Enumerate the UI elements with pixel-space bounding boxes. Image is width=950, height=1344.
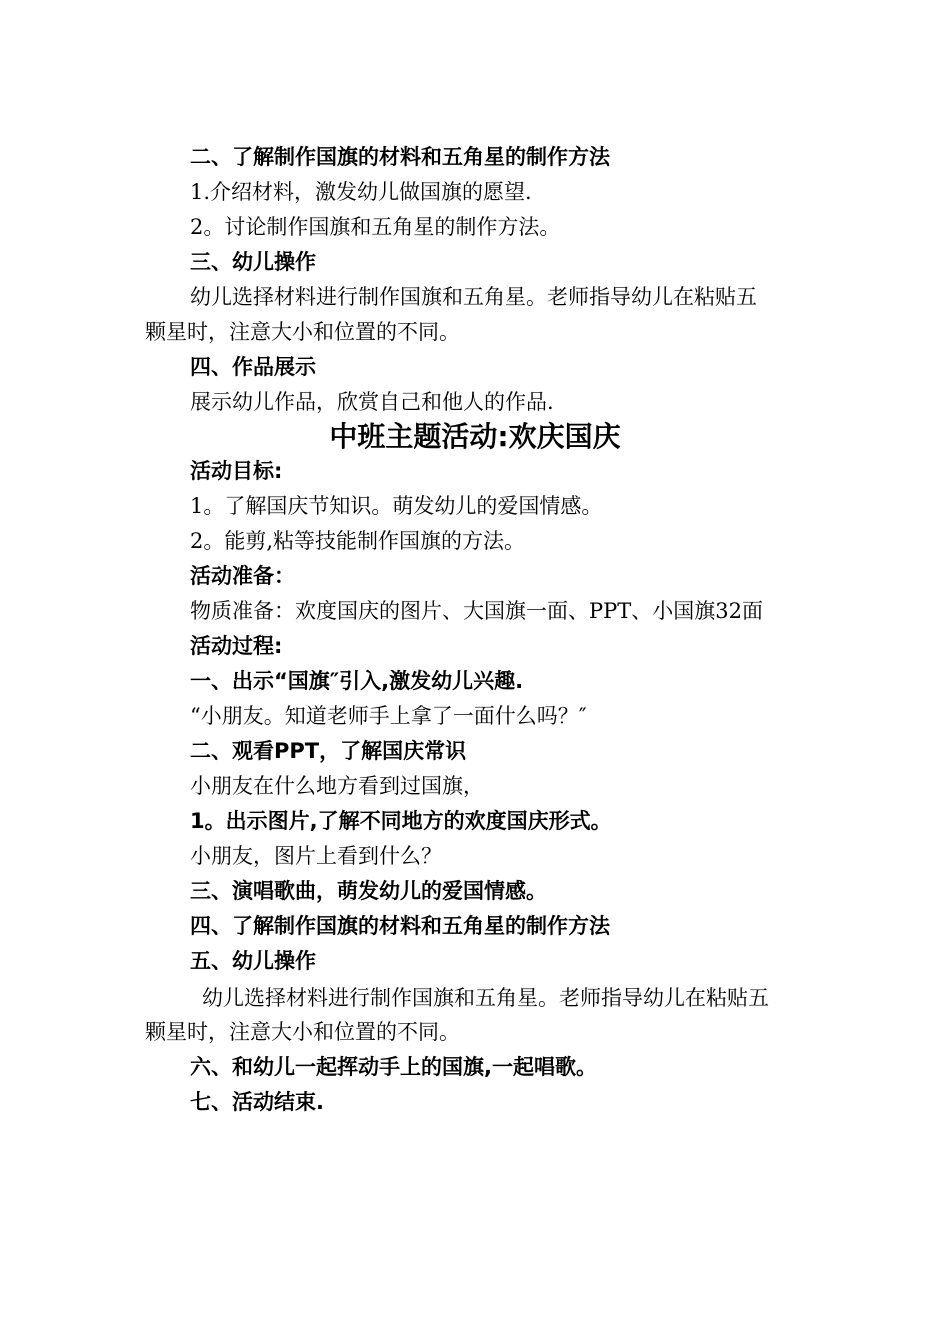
paragraph: 物质准备：欢度国庆的图片、大国旗一面、PPT、小国旗32面 — [190, 599, 763, 623]
paragraph: 1。了解国庆节知识。萌发幼儿的爱国情感。 — [190, 494, 603, 518]
section-heading: 四、作品展示 — [190, 355, 316, 379]
paragraph: 1.介绍材料，激发幼儿做国旗的愿望. — [190, 180, 532, 204]
section-heading: 活动目标: — [190, 459, 283, 483]
section-heading: 1。出示图片,了解不同地方的欢度国庆形式。 — [190, 809, 612, 833]
section-heading: 三、幼儿操作 — [190, 250, 316, 274]
paragraph: 展示幼儿作品，欣赏自己和他人的作品. — [190, 390, 554, 414]
paragraph: 2。能剪,粘等技能制作国旗的方法。 — [190, 529, 526, 553]
section-heading: 七、活动结束. — [190, 1090, 324, 1114]
document-title: 中班主题活动:欢庆国庆 — [329, 420, 621, 453]
paragraph: 小朋友，图片上看到什么？ — [190, 844, 442, 868]
section-heading: 六、和幼儿一起挥动手上的国旗,一起唱歌。 — [190, 1055, 597, 1079]
paragraph: 颗星时，注意大小和位置的不同。 — [145, 1020, 460, 1044]
paragraph: 小朋友在什么地方看到过国旗， — [190, 774, 484, 798]
section-heading: 活动过程: — [190, 634, 283, 658]
section-heading: 一、出示“国旗″引入,激发幼儿兴趣. — [190, 669, 524, 693]
section-heading: 二、观看PPT，了解国庆常识 — [190, 739, 467, 763]
section-heading: 四、了解制作国旗的材料和五角星的制作方法 — [190, 914, 610, 938]
paragraph: 颗星时，注意大小和位置的不同。 — [145, 320, 460, 344]
paragraph: “小朋友。知道老师手上拿了一面什么吗？″ — [190, 704, 587, 728]
paragraph: 幼儿选择材料进行制作国旗和五角星。老师指导幼儿在粘贴五 — [190, 285, 757, 309]
paragraph: 幼儿选择材料进行制作国旗和五角星。老师指导幼儿在粘贴五 — [202, 986, 769, 1010]
section-heading: 三、演唱歌曲，萌发幼儿的爱国情感。 — [190, 879, 547, 903]
section-heading: 活动准备： — [190, 564, 295, 588]
paragraph: 2。讨论制作国旗和五角星的制作方法。 — [190, 215, 561, 239]
section-heading: 二、了解制作国旗的材料和五角星的制作方法 — [190, 145, 610, 169]
section-heading: 五、幼儿操作 — [190, 949, 316, 973]
